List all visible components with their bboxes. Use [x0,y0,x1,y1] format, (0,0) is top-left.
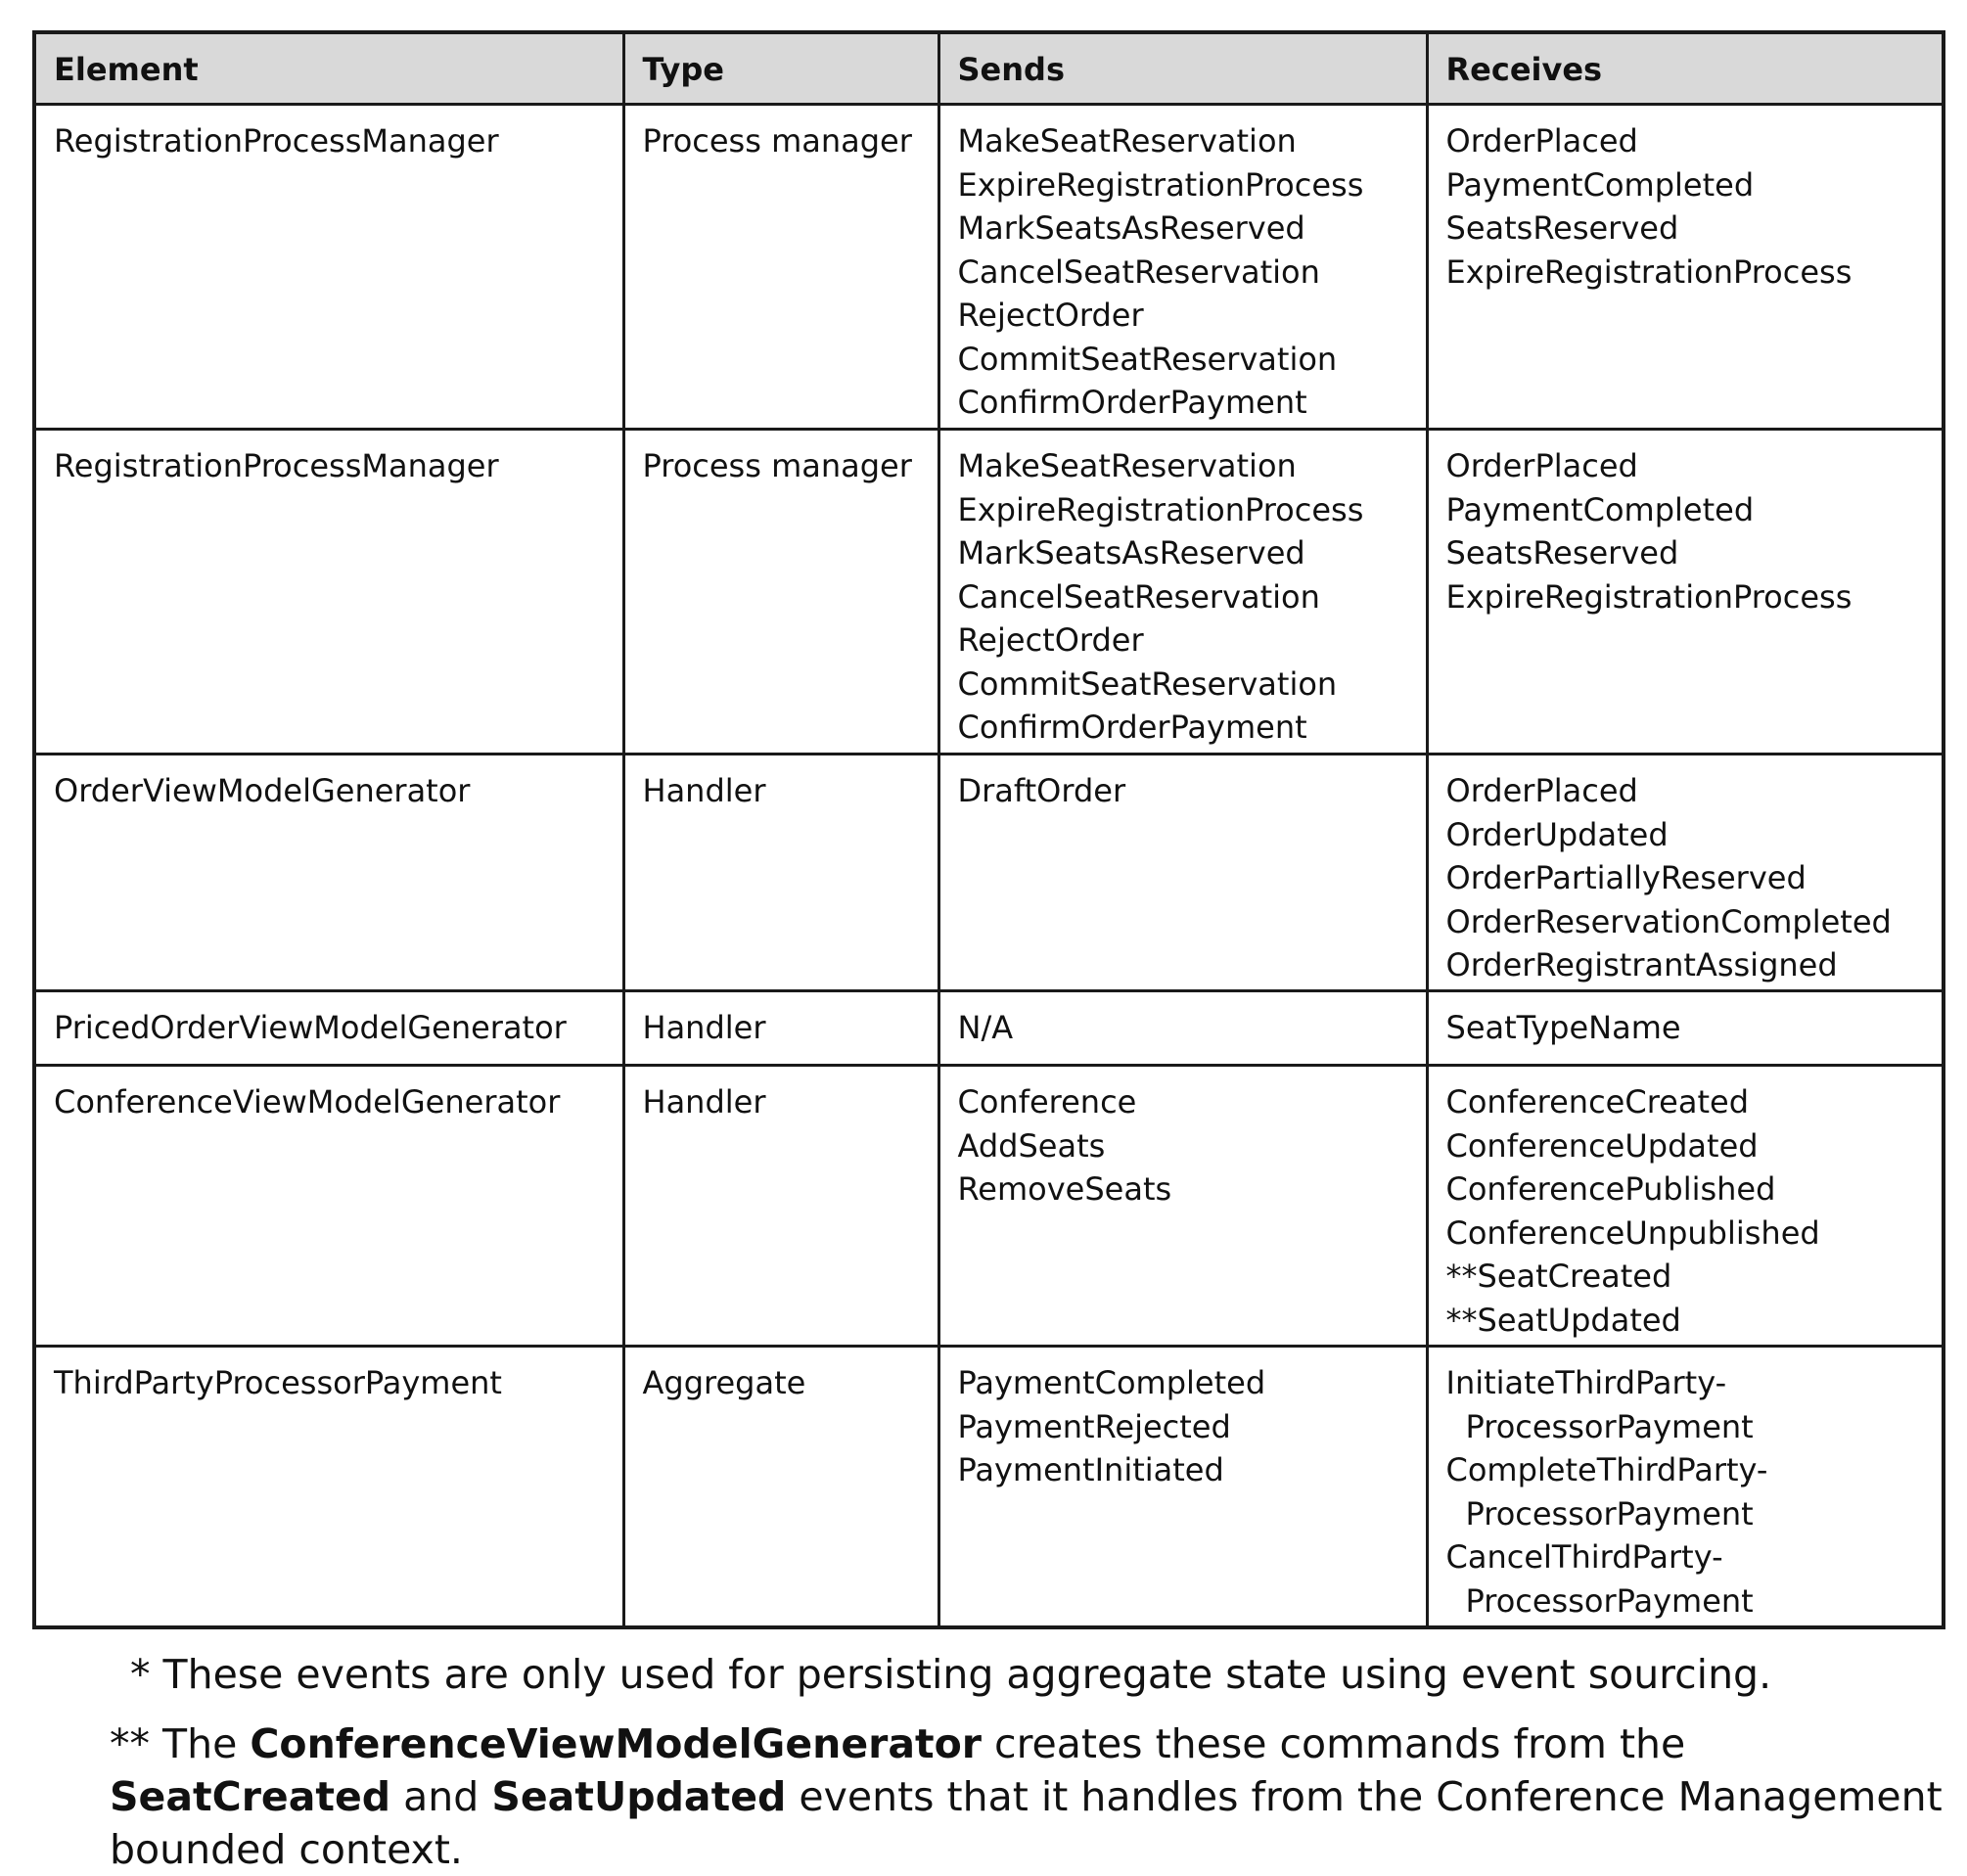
table-row [34,430,1944,755]
cell-type [623,105,938,430]
receives-item: SeatsReserved [1445,209,1679,247]
receives-item: ConferenceUnpublished [1445,1213,1820,1252]
cell-type [623,755,938,991]
cell-element [34,105,623,430]
sends-item: RemoveSeats [957,1170,1172,1208]
receives-item: SeatTypeName [1445,1009,1681,1046]
cell-sends [938,105,1427,430]
sends-item: MakeSeatReservation [957,122,1297,160]
sends-item: MakeSeatReservation [957,447,1297,484]
receives-item: ExpireRegistrationProcess [1445,252,1853,291]
table-row [34,755,1944,991]
cell-sends [938,991,1427,1066]
cell-element [34,1066,623,1347]
cell-element [34,755,623,991]
cell-receives [1427,755,1944,991]
receives-item: OrderPlaced [1445,447,1638,484]
footnote-single-asterisk: * These events are only used for persisting aggregate state using event sourcing. [130,1651,1772,1698]
footnote-text: events that it handles from the Conference Management bounded context. [110,1773,1943,1873]
element-name: PricedOrderViewModelGenerator [54,1009,567,1046]
cell-type [623,430,938,755]
cell-type [623,1347,938,1628]
sends-item: DraftOrder [957,772,1126,809]
sends-item: RejectOrder [957,621,1144,659]
receives-item: **SeatUpdated [1445,1301,1681,1339]
receives-item: ConferenceCreated [1445,1083,1749,1121]
footnote-bold-term: SeatCreated [110,1773,391,1820]
receives-item-continuation: ProcessorPayment [1465,1407,1754,1445]
sends-item: PaymentRejected [957,1407,1231,1445]
receives-item: OrderPartiallyReserved [1445,859,1807,896]
header-row [34,32,1944,105]
element-type: Process manager [642,447,912,484]
element-name: ThirdPartyProcessorPayment [54,1364,502,1401]
cell-receives [1427,1066,1944,1347]
sends-item: MarkSeatsAsReserved [957,534,1305,572]
receives-item: ConferencePublished [1445,1170,1776,1208]
cell-type [623,991,938,1066]
sends-item: N/A [957,1009,1014,1046]
sends-item: PaymentInitiated [957,1451,1224,1488]
sends-item: Conference [957,1083,1137,1121]
receives-item: OrderReservationCompleted [1445,902,1892,940]
receives-item: ExpireRegistrationProcess [1445,577,1853,616]
message-table [32,30,1945,1629]
sends-item: CommitSeatReservation [957,664,1338,703]
element-type: Handler [642,1083,766,1121]
footnote-text: ** The [110,1720,251,1767]
element-name: OrderViewModelGenerator [54,772,471,809]
table-row [34,1066,1944,1347]
table-row [34,1347,1944,1628]
header-receives: Receives [1427,32,1944,105]
cell-element [34,430,623,755]
receives-item: PaymentCompleted [1445,490,1755,528]
receives-item: ConferenceUpdated [1445,1126,1759,1165]
cell-receives [1427,430,1944,755]
footnote-bold-term: SeatUpdated [491,1773,787,1820]
table-row [34,991,1944,1066]
sends-item: ExpireRegistrationProcess [957,490,1364,528]
cell-sends [938,430,1427,755]
element-type: Handler [642,1009,766,1046]
table-row [34,105,1944,430]
receives-item: InitiateThirdParty- [1445,1364,1727,1401]
sends-item: ExpireRegistrationProcess [957,165,1364,204]
receives-item: OrderPlaced [1445,772,1638,809]
receives-item: CompleteThirdParty- [1445,1451,1768,1488]
sends-item: ConfirmOrderPayment [957,384,1307,421]
sends-item: CommitSeatReservation [957,340,1338,378]
header-sends: Sends [938,32,1427,105]
cell-receives [1427,1347,1944,1628]
receives-item: OrderUpdated [1445,815,1669,853]
receives-item: OrderPlaced [1445,122,1638,160]
sends-item: PaymentCompleted [957,1364,1266,1401]
sends-item: MarkSeatsAsReserved [957,209,1305,247]
element-type: Aggregate [642,1364,806,1401]
cell-sends [938,1066,1427,1347]
receives-item: SeatsReserved [1445,534,1679,572]
cell-element [34,1347,623,1628]
receives-item: PaymentCompleted [1445,165,1755,204]
element-name: RegistrationProcessManager [54,447,499,484]
receives-item: OrderRegistrantAssigned [1445,946,1838,984]
footnote-text: and [390,1773,492,1820]
header-type: Type [623,32,938,105]
element-type: Handler [642,772,766,809]
cell-sends [938,755,1427,991]
element-name: RegistrationProcessManager [54,122,499,160]
sends-item: CancelSeatReservation [957,252,1320,291]
sends-item: AddSeats [957,1126,1106,1165]
cell-receives [1427,105,1944,430]
receives-item: CancelThirdParty- [1445,1538,1723,1576]
cell-type [623,1066,938,1347]
footnote-double-asterisk [110,1717,1949,1876]
sends-item: ConfirmOrderPayment [957,709,1307,746]
receives-item-continuation: ProcessorPayment [1465,1581,1754,1620]
cell-element [34,991,623,1066]
element-type: Process manager [642,122,912,160]
header-element: Element [34,32,623,105]
sends-item: CancelSeatReservation [957,577,1320,616]
element-name: ConferenceViewModelGenerator [54,1083,561,1121]
cell-receives [1427,991,1944,1066]
cell-sends [938,1347,1427,1628]
footnote-bold-term: ConferenceViewModelGenerator [250,1720,982,1767]
footnote-text: creates these commands from the [982,1720,1686,1767]
sends-item: RejectOrder [957,297,1144,334]
receives-item: **SeatCreated [1445,1258,1672,1295]
receives-item-continuation: ProcessorPayment [1465,1494,1754,1533]
